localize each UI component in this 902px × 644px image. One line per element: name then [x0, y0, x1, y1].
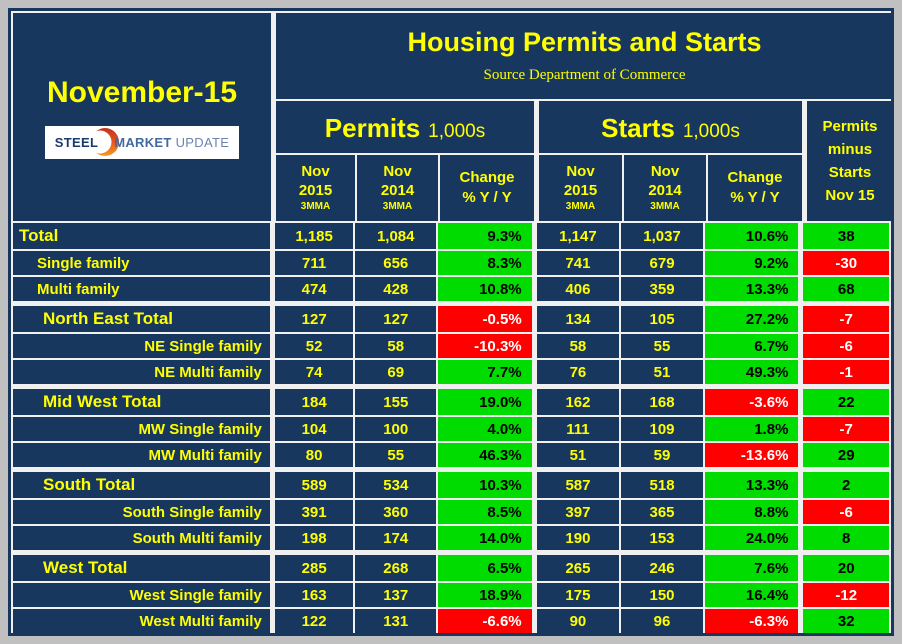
starts-2014-value: 55 [621, 334, 703, 358]
starts-2015-value: 175 [537, 583, 620, 607]
starts-2014-value: 150 [621, 583, 703, 607]
starts-2015-value: 190 [537, 526, 620, 550]
starts-2014-value: 365 [621, 500, 703, 524]
permits-2014-value: 100 [355, 417, 436, 441]
table-row [13, 360, 889, 384]
row-label: South Multi family [13, 526, 270, 550]
permits-minus-starts-value: -1 [803, 360, 889, 384]
starts-2015-value: 406 [537, 277, 620, 301]
starts-2014-value: 359 [621, 277, 703, 301]
table-row [13, 472, 889, 498]
row-label: NE Single family [13, 334, 270, 358]
permits-change-value: 14.0% [438, 526, 532, 550]
table-row [13, 417, 889, 441]
permits-minus-starts-value: 32 [803, 609, 889, 633]
permits-2015-value: 285 [275, 555, 354, 581]
permits-minus-starts-value: 22 [803, 389, 889, 415]
row-label: MW Multi family [13, 443, 270, 467]
permits-minus-starts-value: 29 [803, 443, 889, 467]
row-label: Multi family [13, 277, 270, 301]
starts-2015-value: 51 [537, 443, 620, 467]
starts-change-value: 13.3% [705, 472, 799, 498]
permits-minus-starts-value: -7 [803, 306, 889, 332]
steel-market-update-logo [45, 126, 239, 159]
permits-2015-value: 80 [275, 443, 354, 467]
permits-2015-value: 74 [275, 360, 354, 384]
col-header-permits-nov-2015: Nov 2015 3MMA [276, 155, 355, 221]
permits-2014-value: 155 [355, 389, 436, 415]
starts-change-value: 8.8% [705, 500, 799, 524]
permits-2015-value: 52 [275, 334, 354, 358]
permits-section-header [276, 101, 534, 221]
permits-change-value: 9.3% [438, 223, 532, 249]
permits-change-value: -10.3% [438, 334, 532, 358]
row-label: South Single family [13, 500, 270, 524]
starts-2015-value: 397 [537, 500, 620, 524]
row-label: West Single family [13, 583, 270, 607]
starts-change-value: 7.6% [705, 555, 799, 581]
col-header-starts-change: Change % Y / Y [708, 155, 802, 221]
permits-change-value: 19.0% [438, 389, 532, 415]
permits-2015-value: 198 [275, 526, 354, 550]
starts-2015-value: 1,147 [537, 223, 620, 249]
permits-2014-value: 55 [355, 443, 436, 467]
permits-2014-value: 1,084 [355, 223, 436, 249]
logo-update-text: UPDATE [175, 134, 230, 150]
page-title: Housing Permits and Starts [407, 27, 762, 57]
permits-2014-value: 58 [355, 334, 436, 358]
starts-change-value: -3.6% [705, 389, 799, 415]
permits-minus-starts-value: -6 [803, 500, 889, 524]
source-caption: Source Department of Commerce [483, 67, 686, 83]
permits-minus-starts-value: -12 [803, 583, 889, 607]
logo-steel-text: STEEL [54, 134, 99, 150]
permits-2015-value: 1,185 [275, 223, 354, 249]
title-block [276, 13, 893, 99]
table-row [13, 526, 889, 550]
permits-2015-value: 127 [275, 306, 354, 332]
permits-subheaders [276, 155, 534, 221]
permits-change-value: 7.7% [438, 360, 532, 384]
permits-2014-value: 428 [355, 277, 436, 301]
starts-2015-value: 111 [537, 417, 620, 441]
table-row [13, 306, 889, 332]
table-row [13, 555, 889, 581]
permits-change-value: 18.9% [438, 583, 532, 607]
row-label: North East Total [13, 306, 270, 332]
row-label: Single family [13, 251, 270, 275]
row-label: Total [13, 223, 270, 249]
permits-change-value: 6.5% [438, 555, 532, 581]
permits-minus-starts-value: 8 [803, 526, 889, 550]
starts-change-value: -6.3% [705, 609, 799, 633]
permits-change-value: -6.6% [438, 609, 532, 633]
starts-change-value: 49.3% [705, 360, 799, 384]
row-label: West Multi family [13, 609, 270, 633]
starts-2015-value: 162 [537, 389, 620, 415]
starts-2015-value: 741 [537, 251, 620, 275]
starts-2014-value: 153 [621, 526, 703, 550]
permits-minus-starts-value: 2 [803, 472, 889, 498]
header-band [13, 13, 889, 221]
permits-2014-value: 131 [355, 609, 436, 633]
table-row [13, 389, 889, 415]
col-header-starts-nov-2015: Nov 2015 3MMA [539, 155, 622, 221]
row-label: South Total [13, 472, 270, 498]
permits-group-header [276, 101, 534, 153]
table-row [13, 500, 889, 524]
table-row [13, 334, 889, 358]
permits-2015-value: 474 [275, 277, 354, 301]
starts-section-header [539, 101, 802, 221]
permits-2015-value: 391 [275, 500, 354, 524]
column-headers [276, 101, 893, 221]
col-header-permits-nov-2014: Nov 2014 3MMA [357, 155, 438, 221]
permits-2015-value: 163 [275, 583, 354, 607]
right-header [276, 13, 893, 221]
starts-subheaders [539, 155, 802, 221]
permits-minus-starts-value: -30 [803, 251, 889, 275]
permits-change-value: 10.8% [438, 277, 532, 301]
starts-2014-value: 1,037 [621, 223, 703, 249]
row-label: West Total [13, 555, 270, 581]
permits-2015-value: 122 [275, 609, 354, 633]
permits-change-value: 10.3% [438, 472, 532, 498]
starts-2015-value: 58 [537, 334, 620, 358]
starts-change-value: 13.3% [705, 277, 799, 301]
permits-2014-value: 127 [355, 306, 436, 332]
left-panel [13, 13, 271, 221]
starts-2014-value: 246 [621, 555, 703, 581]
table-row [13, 251, 889, 275]
permits-minus-starts-value: 20 [803, 555, 889, 581]
permits-2014-value: 174 [355, 526, 436, 550]
starts-change-value: 24.0% [705, 526, 799, 550]
permits-2014-value: 69 [355, 360, 436, 384]
permits-change-value: -0.5% [438, 306, 532, 332]
starts-2014-value: 59 [621, 443, 703, 467]
col-header-starts-nov-2014: Nov 2014 3MMA [624, 155, 706, 221]
permits-2014-value: 656 [355, 251, 436, 275]
starts-2015-value: 587 [537, 472, 620, 498]
starts-group-header [539, 101, 802, 153]
starts-change-value: -13.6% [705, 443, 799, 467]
permits-2014-value: 360 [355, 500, 436, 524]
col-header-permits-change: Change % Y / Y [440, 155, 534, 221]
starts-2015-value: 265 [537, 555, 620, 581]
permits-group-label: Permits [324, 113, 421, 143]
permits-change-value: 46.3% [438, 443, 532, 467]
permits-group-unit: 1,000s [428, 121, 486, 142]
permits-2015-value: 184 [275, 389, 354, 415]
permits-minus-starts-value: 68 [803, 277, 889, 301]
report-month: November-15 [46, 75, 238, 109]
starts-2014-value: 679 [621, 251, 703, 275]
table-body [13, 223, 889, 633]
table-row [13, 223, 889, 249]
starts-2014-value: 168 [621, 389, 703, 415]
housing-permits-starts-table [8, 8, 894, 636]
starts-change-value: 1.8% [705, 417, 799, 441]
permits-2014-value: 534 [355, 472, 436, 498]
starts-change-value: 9.2% [705, 251, 799, 275]
starts-2015-value: 76 [537, 360, 620, 384]
starts-2014-value: 51 [621, 360, 703, 384]
permits-2015-value: 711 [275, 251, 354, 275]
permits-change-value: 8.5% [438, 500, 532, 524]
row-label: Mid West Total [13, 389, 270, 415]
table-row [13, 609, 889, 633]
table-row [13, 443, 889, 467]
table-row [13, 277, 889, 301]
starts-change-value: 27.2% [705, 306, 799, 332]
permits-minus-starts-value: -6 [803, 334, 889, 358]
starts-2014-value: 96 [621, 609, 703, 633]
logo-market-text: MARKET [114, 134, 172, 150]
permits-change-value: 8.3% [438, 251, 532, 275]
starts-2015-value: 134 [537, 306, 620, 332]
starts-2015-value: 90 [537, 609, 620, 633]
permits-change-value: 4.0% [438, 417, 532, 441]
starts-change-value: 16.4% [705, 583, 799, 607]
starts-change-value: 6.7% [705, 334, 799, 358]
permits-2015-value: 589 [275, 472, 354, 498]
permits-2014-value: 137 [355, 583, 436, 607]
col-header-permits-minus-starts: Permits minus Starts Nov 15 [807, 101, 893, 221]
starts-2014-value: 518 [621, 472, 703, 498]
permits-2015-value: 104 [275, 417, 354, 441]
permits-2014-value: 268 [355, 555, 436, 581]
row-label: NE Multi family [13, 360, 270, 384]
permits-minus-starts-value: 38 [803, 223, 889, 249]
starts-change-value: 10.6% [705, 223, 799, 249]
table-row [13, 583, 889, 607]
starts-2014-value: 105 [621, 306, 703, 332]
row-label: MW Single family [13, 417, 270, 441]
starts-group-unit: 1,000s [682, 121, 740, 142]
permits-minus-starts-value: -7 [803, 417, 889, 441]
starts-group-label: Starts [601, 113, 675, 143]
starts-2014-value: 109 [621, 417, 703, 441]
